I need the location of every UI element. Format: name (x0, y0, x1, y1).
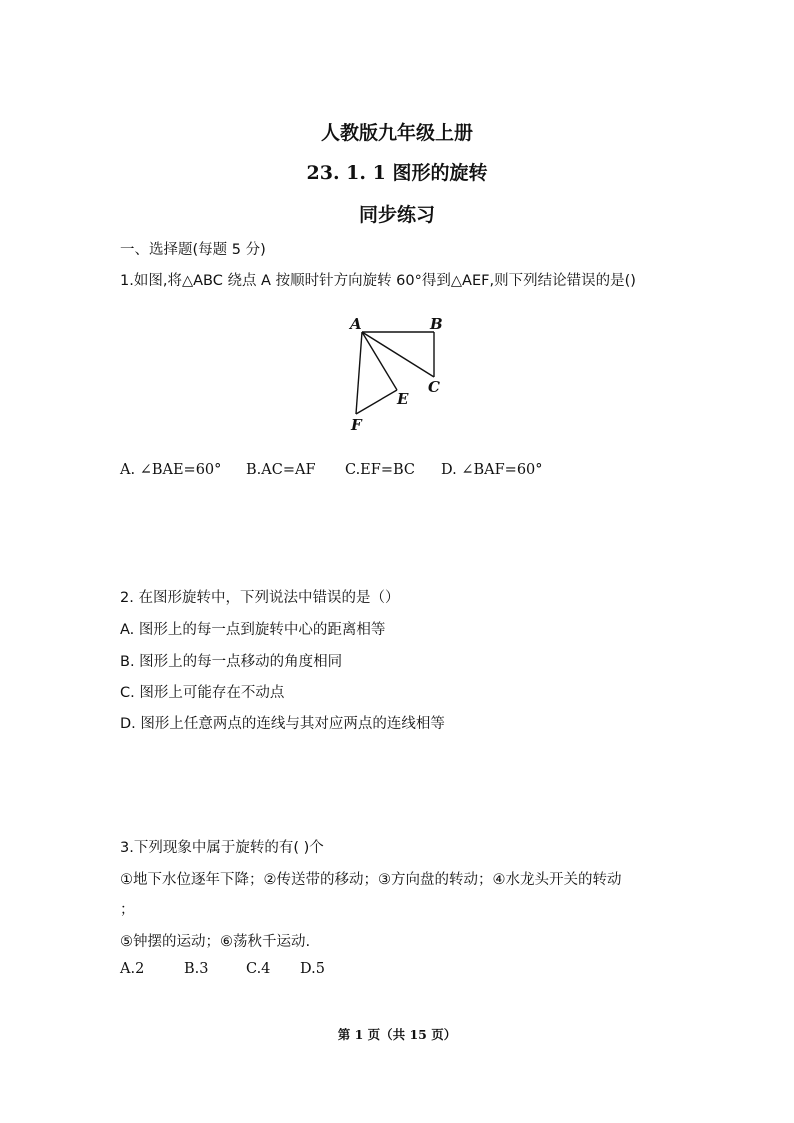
practice-title: 同步练习 (358, 204, 435, 226)
q3-items-line-1: ①地下水位逐年下降；②传送带的移动；③方向盘的转动；④水龙头开关的转动 (120, 872, 622, 888)
q1-option-c: C.EF=BC (345, 462, 416, 478)
q3-option-c: C.4 (246, 961, 271, 977)
page-footer: 第 1 页（共 15 页） (337, 1027, 457, 1042)
q3-items-line-3: ⑤钟摆的运动；⑥荡秋千运动. (120, 934, 311, 950)
q2-option-a: A. 图形上的每一点到旋转中心的距离相等 (120, 622, 386, 638)
question-1-text: 1.如图,将△ABC 绕点 A 按顺时针方向旋转 60°得到△AEF,则下列结论错误的是() (120, 273, 636, 289)
q1-option-a: A. ∠BAE=60° (120, 462, 222, 478)
section-heading: 一、选择题(每题 5 分) (120, 242, 266, 258)
question-2-text: 2. 在图形旋转中，下列说法中错误的是（） (120, 590, 400, 606)
q1-option-b: B.AC=AF (246, 462, 316, 478)
q3-items-line-2: ； (120, 902, 135, 918)
label-f: F (351, 416, 362, 434)
question-3-text: 3.下列现象中属于旋转的有( )个 (120, 840, 324, 856)
label-a: A (350, 315, 362, 333)
document-title: 人教版九年级上册 (320, 122, 473, 144)
q2-option-d: D. 图形上任意两点的连线与其对应两点的连线相等 (120, 716, 445, 732)
lesson-title: 23. 1. 1 图形的旋转 (306, 162, 488, 184)
q3-option-a: A.2 (120, 961, 145, 977)
q3-option-b: B.3 (184, 961, 209, 977)
rotation-figure (345, 310, 455, 440)
q2-option-b: B. 图形上的每一点移动的角度相同 (120, 654, 343, 670)
label-c: C (428, 378, 440, 396)
q3-option-d: D.5 (300, 961, 325, 977)
label-b: B (430, 315, 443, 333)
q2-option-c: C. 图形上可能存在不动点 (120, 685, 285, 701)
label-e: E (397, 390, 409, 408)
q1-option-d: D. ∠BAF=60° (441, 462, 543, 478)
